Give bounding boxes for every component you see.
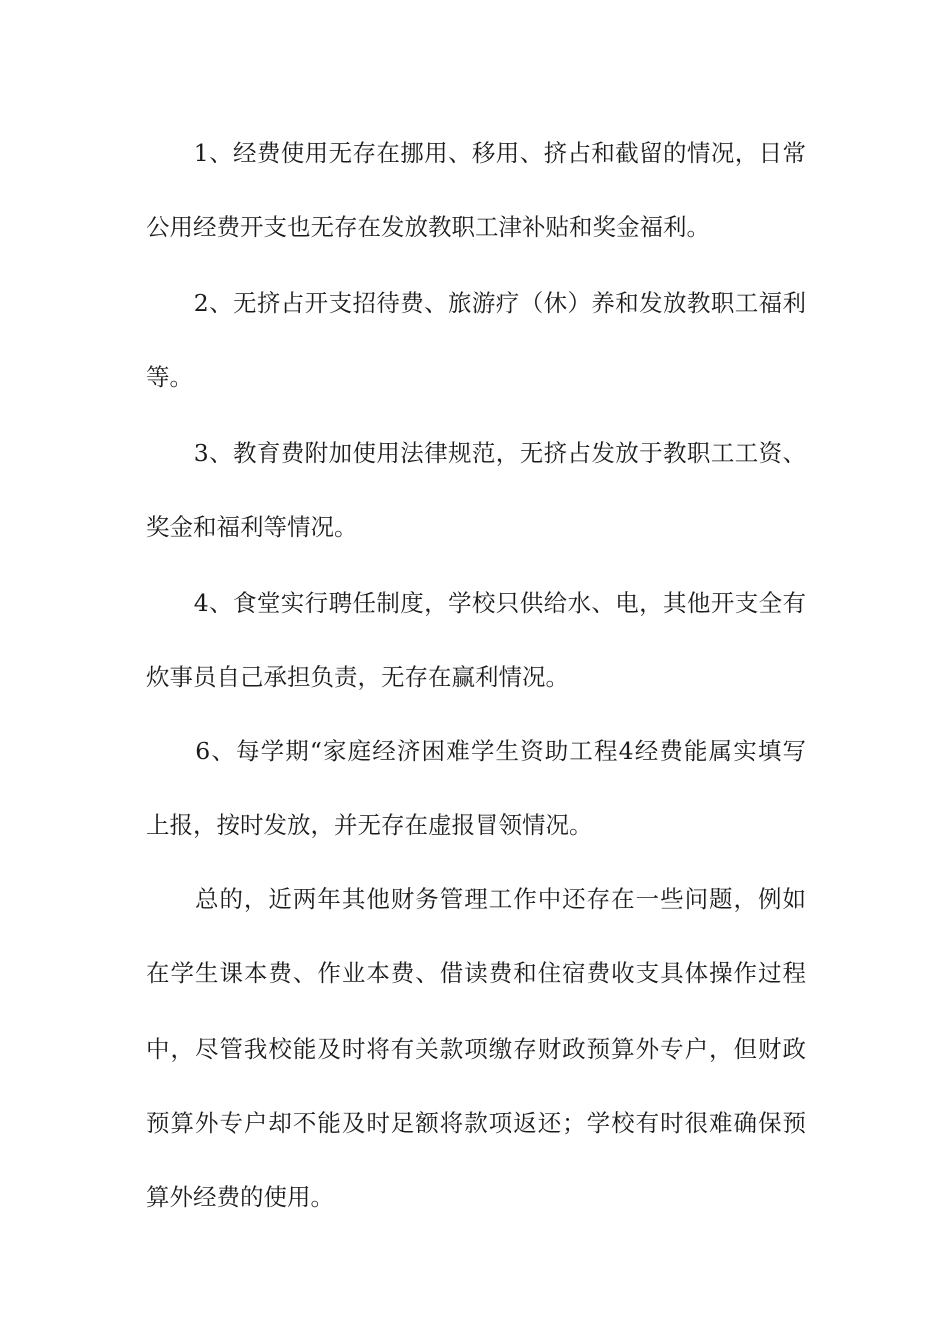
text-line: 预算外专户却不能及时足额将款项返还；学校有时很难确保预 <box>146 1109 806 1137</box>
text-line: 总的，近两年其他财务管理工作中还存在一些问题，例如 <box>146 885 806 913</box>
text-line: 6、每学期“家庭经济困难学生资助工程4经费能属实填写 <box>146 737 806 765</box>
text-line: 上报，按时发放，并无存在虚报冒领情况。 <box>146 811 593 839</box>
text-line: 3、教育费附加使用法律规范，无挤占发放于教职工工资、 <box>146 439 806 467</box>
text-line: 在学生课本费、作业本费、借读费和住宿费收支具体操作过程 <box>146 959 806 987</box>
text-line: 1、经费使用无存在挪用、移用、挤占和截留的情况，日常 <box>146 139 806 167</box>
text-line: 炊事员自己承担负责，无存在赢利情况。 <box>146 663 569 691</box>
text-line: 中，尽管我校能及时将有关款项缴存财政预算外专户，但财政 <box>146 1035 806 1063</box>
text-line: 2、无挤占开支招待费、旅游疗（休）养和发放教职工福利 <box>146 289 806 317</box>
text-line: 4、食堂实行聘任制度，学校只供给水、电，其他开支全有 <box>146 589 806 617</box>
text-line: 奖金和福利等情况。 <box>146 513 358 541</box>
text-line: 公用经费开支也无存在发放教职工津补贴和奖金福利。 <box>146 213 710 241</box>
text-line: 算外经费的使用。 <box>146 1183 334 1211</box>
text-line: 等。 <box>146 363 193 391</box>
